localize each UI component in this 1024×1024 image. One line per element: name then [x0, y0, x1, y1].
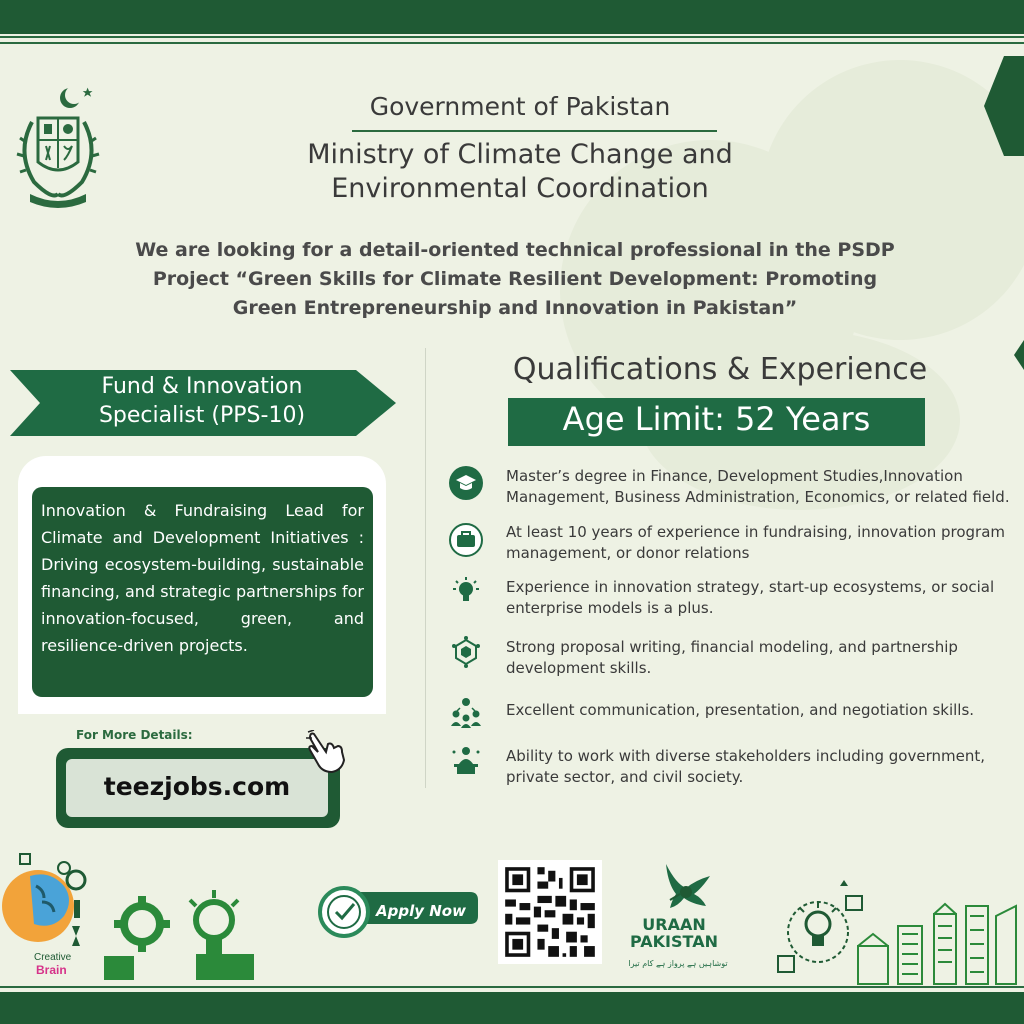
- qualification-line: Strong proposal writing, financial modeling, and partnership: [506, 638, 958, 656]
- creative-label: Creative: [34, 952, 72, 963]
- top-rule: [0, 42, 1024, 44]
- communication-people-icon: [448, 694, 484, 730]
- qualifications-title: Qualifications & Experience: [512, 352, 928, 387]
- qualification-item: [506, 522, 1024, 564]
- qualification-line: development skills.: [506, 659, 652, 677]
- column-divider: [425, 348, 426, 788]
- ministry-line: Environmental Coordination: [331, 173, 709, 204]
- creative-brain-bulb-icon: [2, 854, 85, 946]
- uraan-tagline: توشاہیں ہے پرواز ہے کام تیرا: [628, 959, 728, 968]
- hexagon-decoration: [1014, 340, 1024, 370]
- qualification-line: enterprise models is a plus.: [506, 599, 714, 617]
- innovation-bulb-icon: [778, 880, 862, 972]
- apply-now-label[interactable]: Apply Now: [376, 902, 466, 920]
- qualification-line: Management, Business Administration, Economics, or related field.: [506, 488, 1010, 506]
- qr-code[interactable]: [498, 860, 602, 964]
- description-panel: [32, 487, 373, 697]
- hexagon-decoration: [984, 56, 1024, 156]
- qualification-line: Master’s degree in Finance, Development Studies,Innovation: [506, 467, 963, 485]
- title-underline: [352, 130, 717, 132]
- qualification-line: management, or donor relations: [506, 544, 750, 562]
- qualification-line: Ability to work with diverse stakeholders including government,: [506, 747, 985, 765]
- position-title-line: Specialist (PPS-10): [98, 403, 306, 428]
- bottom-border-bar: [0, 992, 1024, 1024]
- gear-icon: [104, 896, 170, 980]
- pakistan-title: PAKISTAN: [630, 932, 718, 951]
- ministry-title: [260, 138, 780, 206]
- intro-line: Green Entrepreneurship and Innovation in Pakistan”: [232, 297, 798, 319]
- uraan-pakistan-logo: [626, 858, 730, 968]
- brain-label: Brain: [36, 963, 67, 977]
- qualification-line: Excellent communication, presentation, and negotiation skills.: [506, 701, 975, 719]
- government-title: Government of Pakistan: [369, 92, 671, 121]
- qualification-line: At least 10 years of experience in fundraising, innovation program: [506, 523, 1006, 541]
- intro-line: We are looking for a detail-oriented technical professional in the PSDP: [135, 239, 895, 261]
- qualification-item: [506, 700, 1024, 721]
- stakeholder-desk-icon: [448, 742, 484, 778]
- top-border-bar: [0, 0, 1024, 34]
- graduation-cap-icon: [448, 465, 484, 501]
- age-limit: Age Limit: 52 Years: [562, 400, 871, 438]
- lightbulb-icon: [448, 574, 484, 610]
- qualification-item: [506, 466, 1024, 508]
- intro-text: [120, 236, 910, 323]
- website-link[interactable]: teezjobs.com: [103, 772, 291, 801]
- intro-line: Project “Green Skills for Climate Resilient Development: Promoting: [152, 268, 878, 290]
- qualification-item: [506, 637, 1024, 679]
- city-skyline-icon: [858, 904, 1016, 984]
- ministry-line: Ministry of Climate Change and: [307, 139, 733, 170]
- pointing-hand-icon: [306, 730, 346, 774]
- briefcase-icon: [448, 522, 484, 558]
- qualification-item: [506, 577, 1024, 619]
- idea-bulb-icon: [190, 890, 254, 980]
- network-cube-icon: [448, 634, 484, 670]
- position-title-line: Fund & Innovation: [101, 374, 303, 399]
- position-title: [60, 372, 344, 430]
- bottom-rule: [0, 986, 1024, 988]
- qualification-item: [506, 746, 1024, 788]
- position-description: Innovation & Fundraising Lead for Climate and Development Initiatives : Driving ecosystem-building, sustainable financing, and strategic partnerships for innovation-focused, green, and resilience-driven projects.: [41, 501, 364, 655]
- government-emblem: [12, 82, 104, 214]
- qualification-line: Experience in innovation strategy, start-up ecosystems, or social: [506, 578, 995, 596]
- more-details-label: For More Details:: [76, 728, 193, 742]
- uraan-title: URAAN: [642, 915, 706, 934]
- qualification-line: private sector, and civil society.: [506, 768, 744, 786]
- top-rule: [0, 36, 1024, 38]
